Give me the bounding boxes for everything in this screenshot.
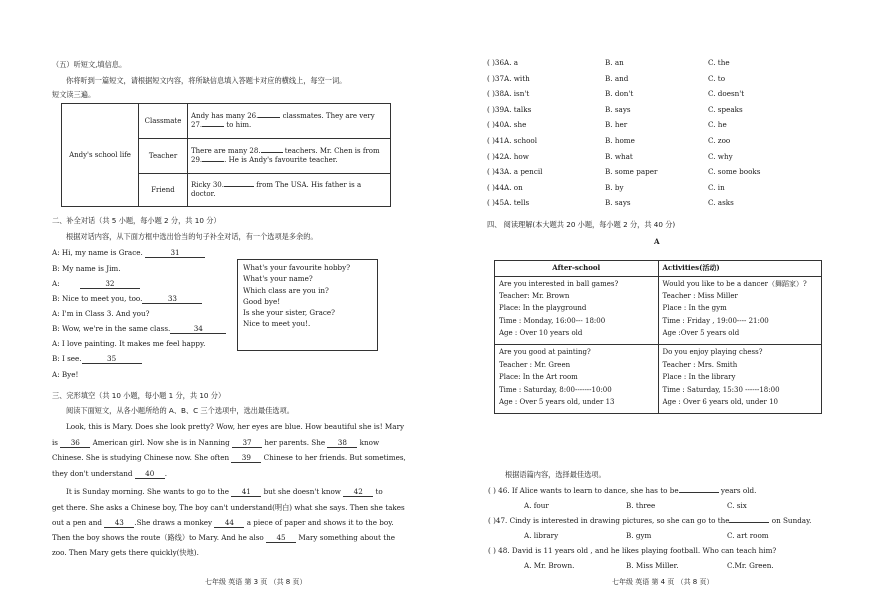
q48-option-a: A. Mr. Brown. [524, 561, 575, 570]
info-table [61, 103, 391, 207]
choice-option-b: B. don't [605, 89, 634, 99]
choice-option-a: A. a pencil [504, 167, 543, 177]
questions-instruction: 根据语篇内容，选择最佳选项。 [505, 470, 606, 479]
blank-number: 44 [214, 518, 244, 528]
blank-number: 36 [60, 438, 90, 448]
section2-instruction: 根据对话内容，从下面方框中选出恰当的句子补全对话，有一个选项是多余的。 [66, 232, 318, 241]
activity-dance: Would you like to be a dancer（舞蹈家）? Teacher : Miss Miller Place : In the gym Time : Friday , 19:00---- 21:00 Age :Over 5 years old [658, 276, 822, 345]
dialog-line-9: A: Bye! [52, 370, 79, 379]
choice-option-c: C. asks [708, 198, 734, 208]
choice-option-a: A. how [504, 151, 529, 161]
blank-number: 37 [232, 438, 262, 448]
option-3: Which class are you in? [243, 285, 329, 295]
question-47: ( )47. Cindy is interested in drawing pictures, so she can go to the on Sunday. [488, 516, 812, 525]
choice-number: ( )43. [487, 167, 507, 177]
question-48: ( ) 48. David is 11 years old , and he likes playing football. Who can teach him? [488, 546, 777, 555]
q47-option-a: A. library [524, 531, 559, 540]
choice-number: ( )40. [487, 120, 507, 130]
choice-option-b: B. says [605, 104, 631, 114]
q46-option-b: B. three [626, 501, 656, 510]
dialog-line-8: B: I see. 35 [52, 354, 142, 364]
activity-table [494, 260, 822, 414]
info-label-classmate: Classmate [139, 104, 188, 139]
section3-instruction: 阅读下面短文，从各小题所给的 A、B、C 三个选项中，选出最佳选项。 [66, 406, 294, 415]
section5-title: （五）听短文,填信息。 [52, 60, 127, 69]
activity-painting: Are you good at painting? Teacher : Mr. Green Place: In the Art room Time : Saturday, 8:00-------10:00 Age : Over 5 years old, under 13 [495, 345, 659, 414]
section2-title: 二、补全对话（共 5 小题，每小题 2 分，共 10 分） [52, 216, 221, 225]
section3-title: 三、完形填空（共 10 小题，每小题 1 分，共 10 分） [52, 391, 226, 400]
choice-option-c: C. to [708, 73, 726, 83]
choice-option-c: C. some books [708, 167, 761, 177]
info-table-row-header: Andy's school life [62, 104, 139, 207]
info-label-teacher: Teacher [139, 139, 188, 174]
choice-option-a: A. talks [504, 104, 532, 114]
choice-option-a: A. tells [504, 198, 530, 208]
passage-line: zoo. Then Mary gets there quickly(快地). [52, 548, 199, 557]
choice-option-b: B. some paper [605, 167, 658, 177]
dialog-line-4: B: Nice to meet you, too. 33 [52, 294, 202, 304]
dialog-line-1: A: Hi, my name is Grace. 31 [52, 248, 205, 258]
choice-option-c: C. speaks [708, 104, 743, 114]
choice-option-b: B. home [605, 136, 635, 145]
info-label-friend: Friend [139, 174, 188, 207]
passage-line: Look, this is Mary. Does she look pretty? Wow, her eyes are blue. How beautiful she is! Mary [66, 422, 405, 431]
dialog-options-box [237, 259, 378, 351]
q47-option-c: C. art room [727, 531, 769, 540]
choice-option-b: B. says [605, 198, 631, 208]
info-cell-classmate: Andy has many 26. classmates. They are very 27. to him. [188, 104, 391, 139]
option-4: Good bye! [243, 296, 281, 306]
passage-line: is 36 American girl. Now she is in Nanning 37 her parents. She 38 know [52, 438, 380, 447]
dialog-line-7: A: I love painting. It makes me feel happy. [52, 339, 206, 348]
passage-line: It is Sunday morning. She wants to go to the 41 but she doesn't know 42 to [66, 487, 383, 496]
option-6: Nice to meet you!. [243, 319, 311, 329]
choice-number: ( )42. [487, 151, 507, 161]
choice-option-a: A. school [504, 136, 538, 145]
choice-option-c: C. zoo [708, 136, 731, 145]
passage-line: get there. She asks a Chinese boy, The boy can't understand(明白) what she says. Then she takes [52, 503, 405, 512]
info-cell-teacher: There are many 28. teachers. Mr. Chen is from 29. . He is Andy's favourite teacher. [188, 139, 391, 174]
choice-option-b: B. and [605, 73, 629, 83]
option-5: Is she your sister, Grace? [243, 308, 336, 318]
blank-number: 45 [266, 533, 296, 543]
choice-option-a: A. on [504, 182, 523, 192]
activity-header-1: After-school [495, 261, 659, 277]
blank-number: 43 [104, 518, 134, 528]
choice-option-a: A. isn't [504, 89, 530, 99]
choice-number: ( )38. [487, 89, 507, 99]
info-cell-friend: Ricky 30. from The USA. His father is a doctor. [188, 174, 391, 207]
dialog-line-2: B: My name is Jim. [52, 264, 121, 273]
q46-option-a: A. four [524, 501, 549, 510]
section5-instruction-2: 短文读三遍。 [52, 90, 96, 99]
choice-option-c: C. he [708, 120, 727, 130]
option-1: What's your favourite hobby? [243, 263, 351, 272]
choice-option-b: B. her [605, 120, 628, 130]
choice-number: ( )36. [487, 58, 507, 67]
choice-number: ( )37. [487, 73, 507, 83]
choice-option-a: A. with [504, 73, 530, 83]
page-footer-left: 七年级 英语 第 3 页 （共 8 页） [205, 578, 307, 586]
q46-option-c: C. six [727, 501, 747, 510]
choice-number: ( )39. [487, 104, 507, 114]
dialog-line-5: A: I'm in Class 3. And you? [52, 309, 150, 318]
activity-ball-games: Are you interested in ball games? Teacher: Mr. Brown Place: In the playground Time : Monday, 16:00--- 18:00 Age : Over 10 years old [495, 276, 659, 345]
choice-option-c: C. why [708, 151, 733, 161]
blank-number: 40 [135, 469, 165, 479]
blank-number: 41 [231, 487, 261, 497]
passage-line: Then the boy shows the route（路线）to Mary. And he also 45 Mary something about the [52, 533, 395, 542]
choice-option-b: B. what [605, 151, 633, 161]
choice-option-c: C. in [708, 182, 725, 192]
page-footer-right: 七年级 英语 第 4 页 （共 8 页） [612, 578, 714, 586]
question-46: ( ) 46. If Alice wants to learn to dance, she has to be years old. [488, 486, 757, 495]
choice-option-b: B. an [605, 58, 624, 67]
dialog-line-6: B: Wow, we're in the same class. 34 [52, 324, 226, 334]
choice-option-c: C. doesn't [708, 89, 745, 99]
section-a-label: A [654, 237, 660, 246]
choice-option-a: A. she [504, 120, 527, 130]
passage-line: out a pen and 43 .She draws a monkey 44 a piece of paper and shows it to the boy. [52, 518, 394, 527]
dialog-line-3: A: 32 [52, 279, 140, 289]
activity-chess: Do you enjoy playing chess? Teacher : Mrs. Smith Place : In the library Time : Saturday, 15:30 ------18:00 Age : Over 6 years old, under 10 [658, 345, 822, 414]
choice-number: ( )41. [487, 136, 507, 145]
option-2: What's your name? [243, 274, 313, 284]
choice-option-a: A. a [504, 58, 519, 67]
q47-option-b: B. gym [626, 531, 652, 540]
blank-number: 38 [327, 438, 357, 448]
blank-number: 42 [343, 487, 373, 497]
blank-number: 39 [231, 453, 261, 463]
choice-option-b: B. by [605, 182, 624, 192]
activity-header-2: Activities(活动) [658, 261, 822, 277]
choice-number: ( )44. [487, 182, 507, 192]
choice-number: ( )45. [487, 198, 507, 208]
q48-option-c: C.Mr. Green. [727, 561, 774, 570]
choice-option-c: C. the [708, 58, 730, 67]
section5-instruction: 你将听到一篇短文，请根据短文内容，将所缺信息填入答题卡对应的横线上，每空一词。 [66, 76, 347, 85]
passage-line: they don't understand 40 . [52, 469, 168, 478]
passage-line: Chinese. She is studying Chinese now. She often 39 Chinese to her friends. But sometimes, [52, 453, 406, 462]
section4-title: 四、 阅读理解(本大题共 20 小题，每小题 2 分，共 40 分) [487, 220, 676, 229]
q48-option-b: B. Miss Miller. [626, 561, 679, 570]
